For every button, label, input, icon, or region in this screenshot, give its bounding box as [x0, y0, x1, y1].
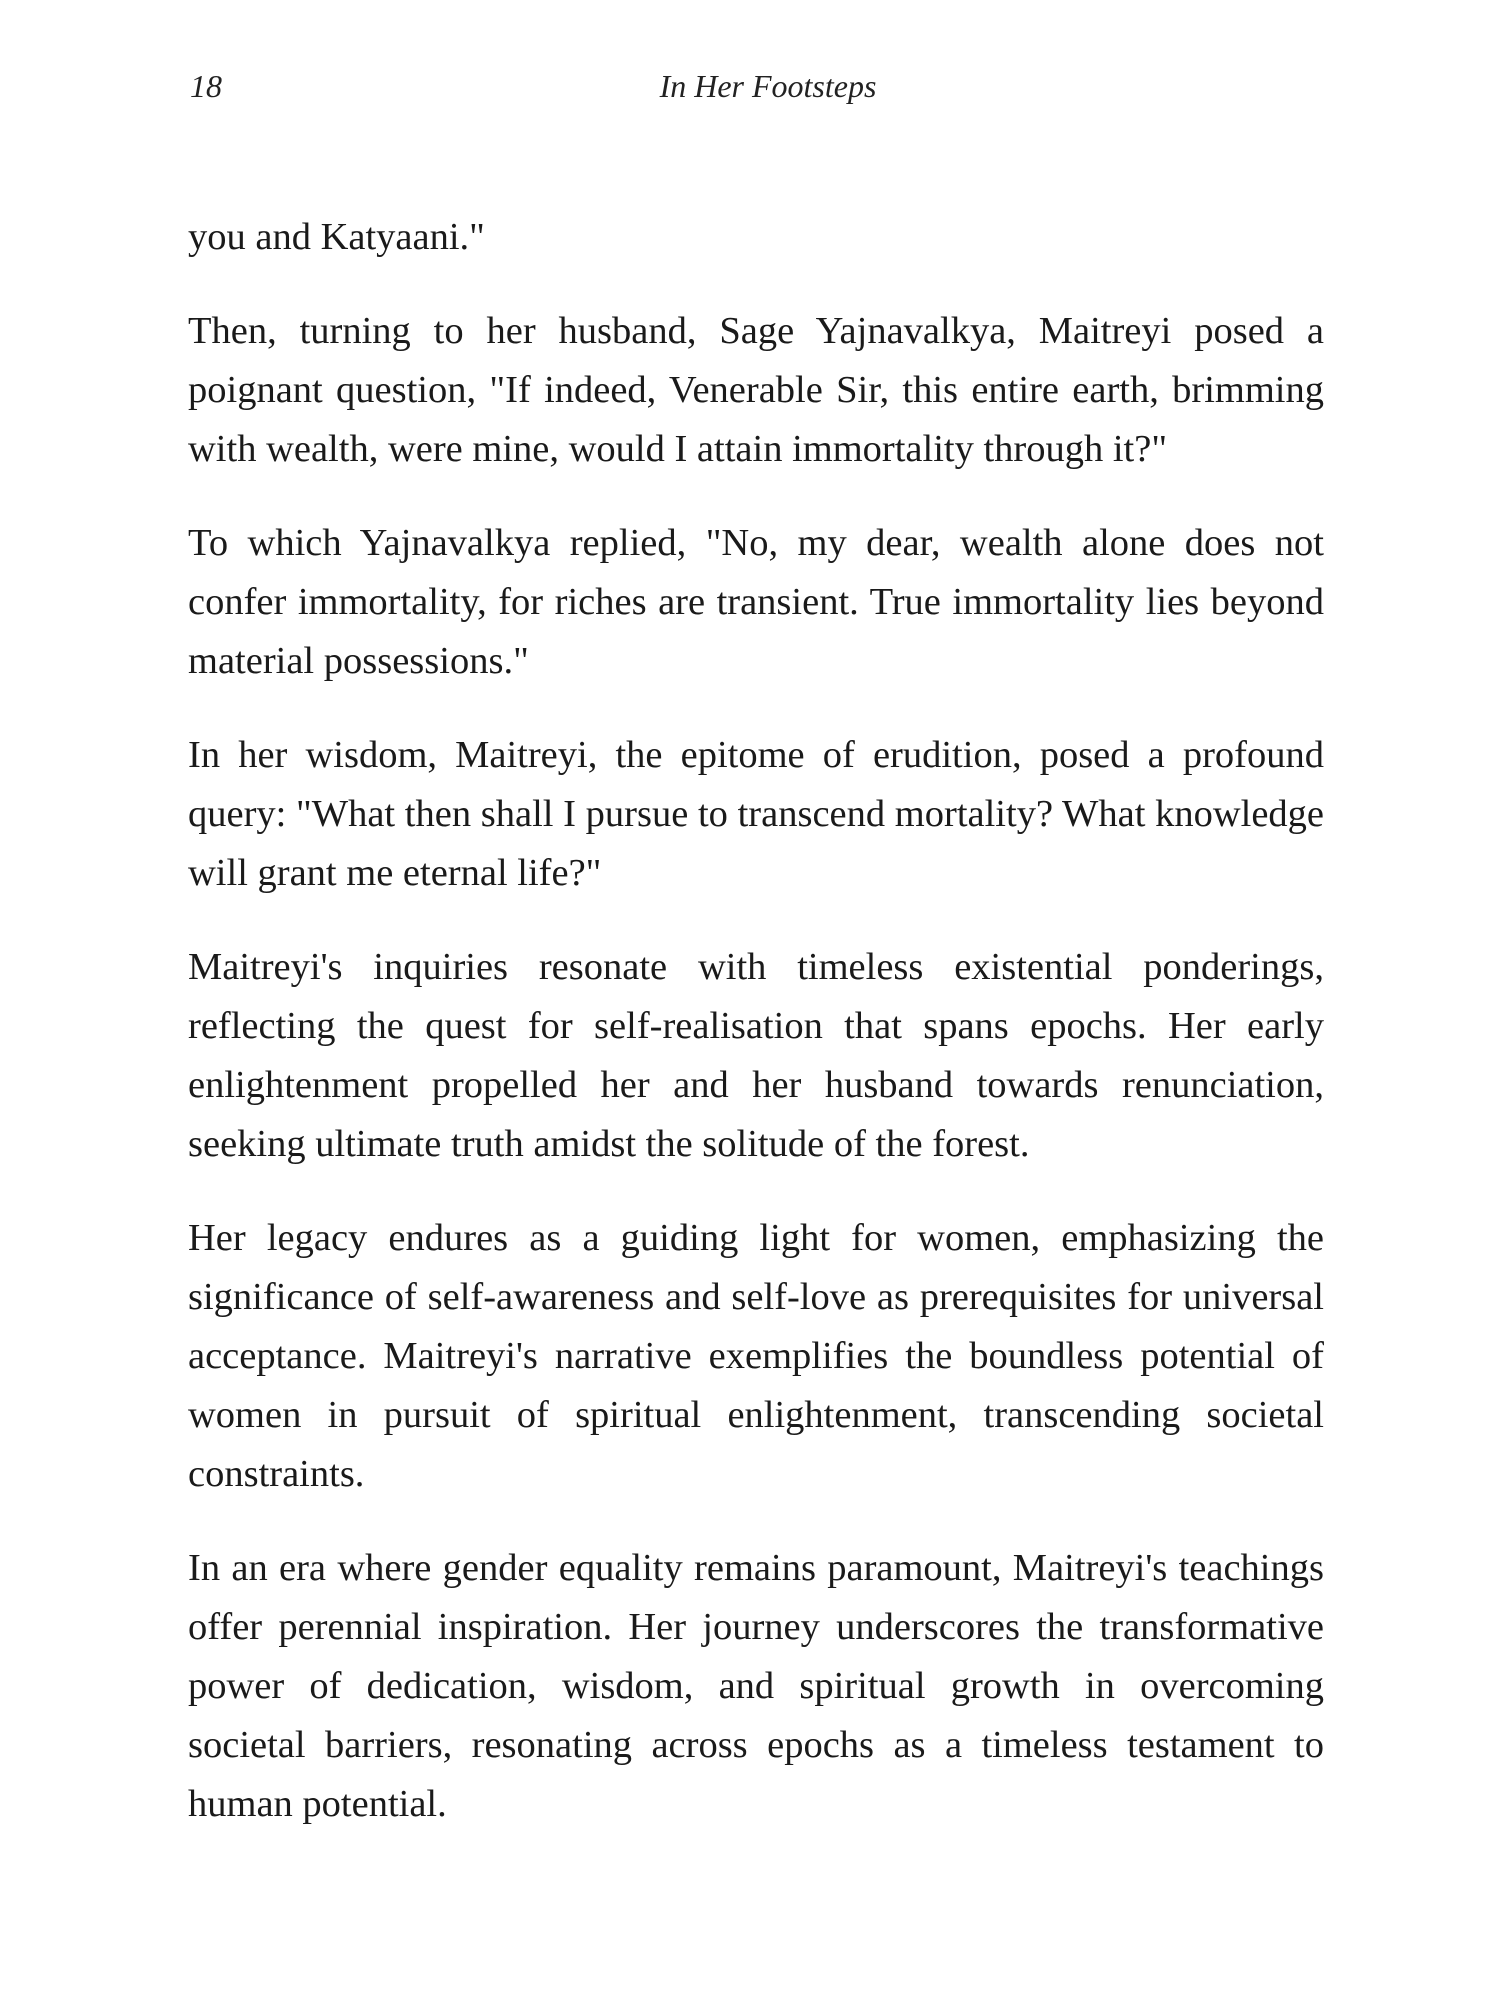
- paragraph: In her wisdom, Maitreyi, the epitome of erudition, posed a profound query: "What then shall I pursue to transcend mortality? What knowledge will grant me eternal life?": [188, 734, 1324, 894]
- body-text: [188, 208, 1324, 1869]
- paragraph: Maitreyi's inquiries resonate with timeless existential ponderings, reflecting the quest for self-realisation that spans epochs. Her early enlightenment propelled her and her husband towards renunciation, seeking ultimate truth amidst the solitude of the forest.: [188, 946, 1324, 1165]
- paragraph: In an era where gender equality remains paramount, Maitreyi's teachings offer perennial inspiration. Her journey underscores the transformative power of dedication, wisdom, and spiritual growth in overcoming societal barriers, resonating across epochs as a timeless testament to human potential.: [188, 1547, 1324, 1825]
- book-title: In Her Footsteps: [659, 68, 877, 104]
- paragraph: Her legacy endures as a guiding light for women, emphasizing the significance of self-awareness and self-love as prerequisites for universal acceptance. Maitreyi's narrative exemplifies the boundless potential of women in pursuit of spiritual enlightenment, transcending societal constraints.: [188, 1217, 1324, 1495]
- paragraph: Then, turning to her husband, Sage Yajnavalkya, Maitreyi posed a poignant question, "If indeed, Venerable Sir, this entire earth, brimming with wealth, were mine, would I attain immortality through it?": [188, 310, 1324, 470]
- running-head: [0, 68, 1500, 108]
- paragraph: To which Yajnavalkya replied, "No, my dear, wealth alone does not confer immortality, for riches are transient. True immortality lies beyond material possessions.": [188, 522, 1324, 682]
- page-number: 18: [190, 68, 222, 104]
- paragraph: you and Katyaani.": [188, 216, 485, 258]
